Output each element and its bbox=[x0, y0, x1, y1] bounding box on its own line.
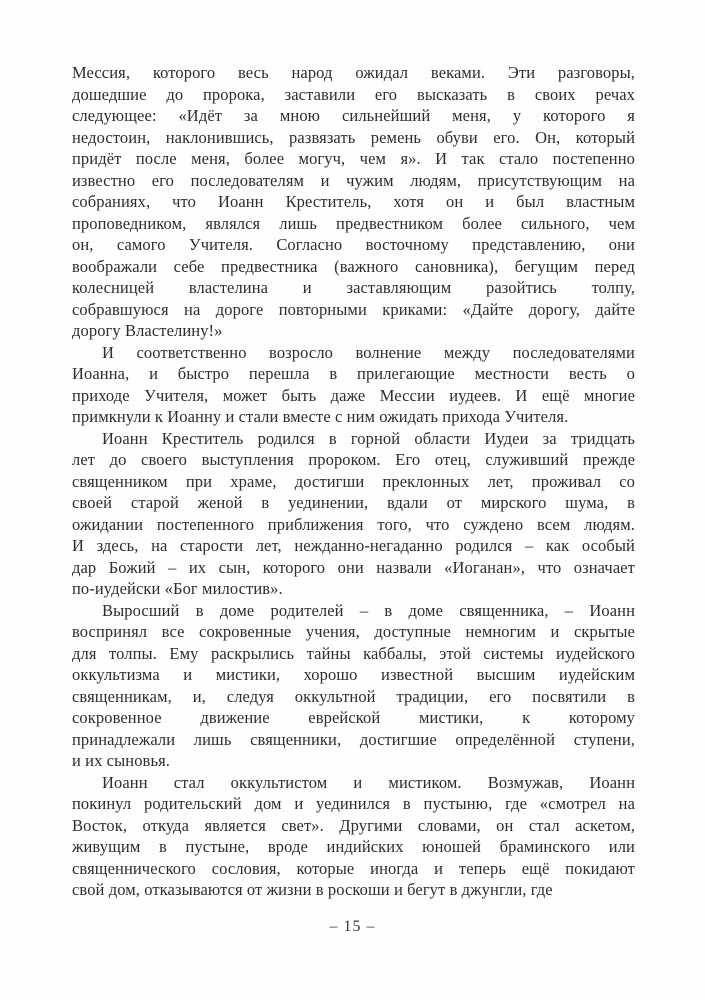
text-line: Иоанна, и быстро перешла в прилегающие местности весть о bbox=[72, 364, 635, 383]
paragraph bbox=[72, 428, 635, 600]
text-line: дошедшие до пророка, заставили его высказать в своих речах bbox=[72, 84, 635, 104]
text-line: собраниях, что Иоанн Креститель, хотя он и был властным bbox=[72, 192, 635, 211]
text-line: Восток, откуда является свет». Другими словами, он стал аскетом, bbox=[72, 815, 635, 835]
text-line: оккультизма и мистики, хорошо известной высшим иудейским bbox=[72, 665, 635, 684]
text-line: Мессия, которого весь народ ожидал веками. Эти разговоры, bbox=[72, 63, 635, 82]
text-line: воображали себе предвестника (важного сановника), бегущим перед bbox=[72, 256, 635, 276]
text-line: следующее: «Идёт за мною сильнейший меня, у которого я bbox=[72, 106, 635, 125]
text-line: свой дом, отказываются от жизни в роскоши и бегут в джунгли, где bbox=[72, 880, 553, 899]
text-line: для толпы. Ему раскрылись тайны каббалы, этой системы иудейского bbox=[72, 643, 635, 663]
text-line: священником при храме, достигши преклонных лет, проживал со bbox=[72, 471, 635, 491]
text-line: сокровенное движение еврейской мистики, к которому bbox=[72, 708, 635, 727]
text-line: лет до своего выступления пророком. Его отец, служивший прежде bbox=[72, 450, 635, 469]
text-line: колесницей властелина и заставляющим разойтись толпу, bbox=[72, 278, 635, 297]
text-line: И соответственно возросло волнение между последователями bbox=[102, 342, 635, 362]
text-line: Выросший в доме родителей – в доме священника, – Иоанн bbox=[102, 600, 635, 620]
text-line: принадлежали лишь священники, достигшие определённой ступени, bbox=[72, 729, 635, 749]
text-line: И здесь, на старости лет, нежданно-негаданно родился – как особый bbox=[72, 536, 635, 555]
text-line: ожидании постепенного приближения того, что суждено всем людям. bbox=[72, 514, 635, 534]
text-line: примкнули к Иоанну и стали вместе с ним ожидать прихода Учителя. bbox=[72, 407, 569, 426]
page-text bbox=[72, 62, 635, 901]
text-line: священнического сословия, которые иногда и теперь ещё покидают bbox=[72, 858, 635, 878]
paragraph bbox=[72, 62, 635, 342]
text-line: живущим в пустыне, вроде индийских юношей браминского или bbox=[72, 837, 635, 856]
text-line: по-иудейски «Бог милостив». bbox=[72, 579, 283, 598]
text-line: он, самого Учителя. Согласно восточному представлению, они bbox=[72, 235, 635, 254]
paragraph bbox=[72, 772, 635, 901]
text-line: недостоин, наклонившись, развязать ремень обуви его. Он, который bbox=[72, 127, 635, 147]
text-line: известно его последователям и чужим людям, присутствующим на bbox=[72, 170, 635, 190]
text-line: покинул родительский дом и уединился в пустыню, где «смотрел на bbox=[72, 794, 635, 813]
paragraph bbox=[72, 600, 635, 772]
text-line: священникам, и, следуя оккультной традиции, его посвятили в bbox=[72, 686, 635, 706]
page-number: – 15 – bbox=[329, 918, 376, 935]
text-line: воспринял все сокровенные учения, доступные немногим и скрытые bbox=[72, 622, 635, 641]
text-line: приходе Учителя, может быть даже Мессии иудеев. И ещё многие bbox=[72, 385, 635, 405]
text-line: Иоанн Креститель родился в горной области Иудеи за тридцать bbox=[102, 428, 635, 448]
text-line: дар Божий – их сын, которого они назвали «Иоганан», что означает bbox=[72, 557, 635, 577]
text-line: дорогу Властелину!» bbox=[72, 321, 223, 340]
text-line: собравшуюся на дороге повторными криками: «Дайте дорогу, дайте bbox=[72, 299, 635, 319]
text-line: придёт после меня, более могуч, чем я». И так стало постепенно bbox=[72, 149, 635, 168]
text-line: проповедником, являлся лишь предвестником более сильного, чем bbox=[72, 213, 635, 233]
text-line: и их сыновья. bbox=[72, 751, 170, 770]
text-line: Иоанн стал оккультистом и мистиком. Возмужав, Иоанн bbox=[102, 772, 635, 792]
text-line: своей старой женой в уединении, вдали от мирского шума, в bbox=[72, 493, 635, 512]
paragraph bbox=[72, 342, 635, 428]
